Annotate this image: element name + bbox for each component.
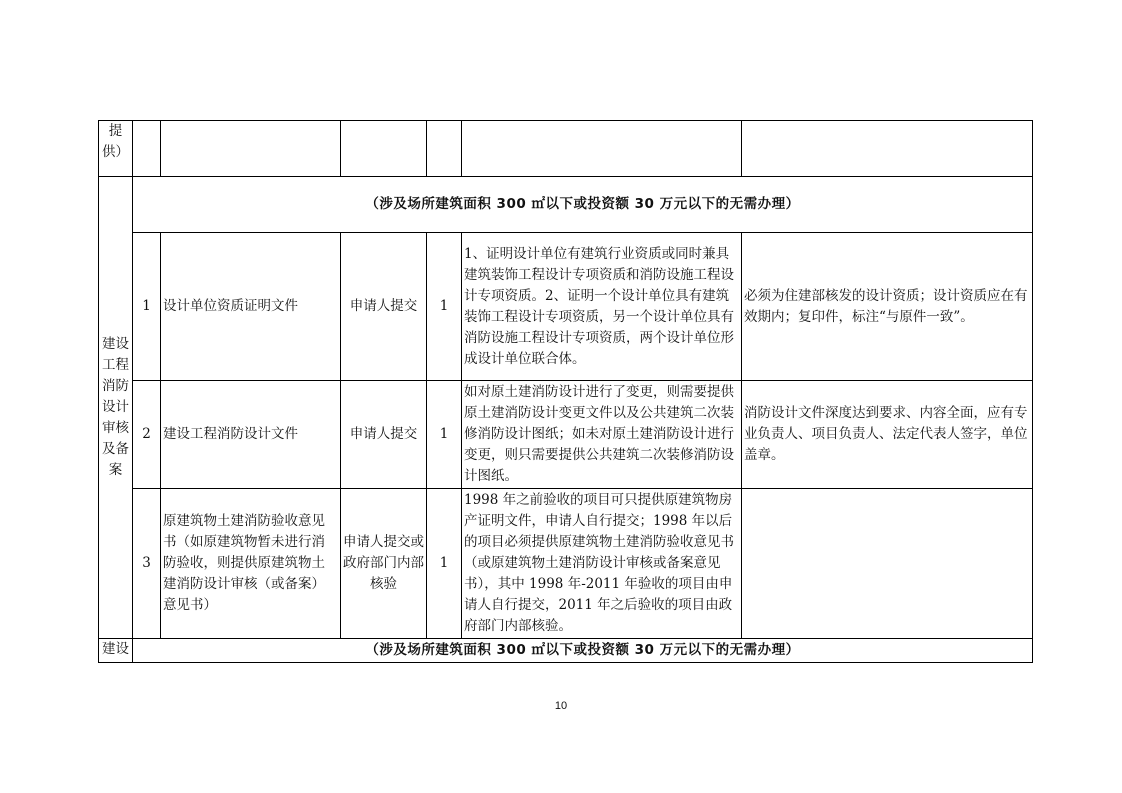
material-name: 设计单位资质证明文件 <box>161 233 341 381</box>
material-requirements <box>742 489 1033 639</box>
row-number: 1 <box>133 233 161 381</box>
table-row <box>99 489 1033 639</box>
material-source: 申请人提交或政府部门内部核验 <box>341 489 427 639</box>
copies: 1 <box>427 233 462 381</box>
materials-table <box>98 120 1033 663</box>
copies: 1 <box>427 381 462 489</box>
row-number: 3 <box>133 489 161 639</box>
table-row <box>99 381 1033 489</box>
copies: 1 <box>427 489 462 639</box>
table-row <box>99 233 1033 381</box>
material-description: 1998 年之前验收的项目可只提供原建筑物房产证明文件，申请人自行提交；1998 年以后的项目必须提供原建筑物土建消防验收意见书（或原建筑物土建消防设计审核或备案意见书），其中 1998 年-2011 年验收的项目由申请人自行提交，2011 年之后验收的项目由政府部门内部核验。 <box>462 489 742 639</box>
notice-text: （涉及场所建筑面积 300 ㎡以下或投资额 30 万元以下的无需办理） <box>133 639 1033 663</box>
notice-text: （涉及场所建筑面积 300 ㎡以下或投资额 30 万元以下的无需办理） <box>133 177 1033 233</box>
material-requirements: 必须为住建部核发的设计资质；设计资质应在有效期内；复印件，标注“与原件一致”。 <box>742 233 1033 381</box>
material-source: 申请人提交 <box>341 233 427 381</box>
material-description: 1、证明设计单位有建筑行业资质或同时兼具建筑装饰工程设计专项资质和消防设施工程设计专项资质。2、证明一个设计单位具有建筑装饰工程设计专项资质，另一个设计单位具有消防设施工程设计专项资质，两个设计单位形成设计单位联合体。 <box>462 233 742 381</box>
category-cell: 建设工程消防设计审核及备案 <box>99 177 133 639</box>
category-cell-bottom: 建设 <box>99 639 133 663</box>
material-description: 如对原土建消防设计进行了变更，则需要提供原土建消防设计变更文件以及公共建筑二次装修消防设计图纸；如未对原土建消防设计进行变更，则只需要提供公共建筑二次装修消防设计图纸。 <box>462 381 742 489</box>
notice-row <box>99 177 1033 233</box>
notice-row <box>99 639 1033 663</box>
material-source: 申请人提交 <box>341 381 427 489</box>
row-number: 2 <box>133 381 161 489</box>
material-requirements: 消防设计文件深度达到要求、内容全面，应有专业负责人、项目负责人、法定代表人签字，单位盖章。 <box>742 381 1033 489</box>
page-number: 10 <box>554 700 568 712</box>
table-row <box>99 121 1033 177</box>
category-cell-top: 提供） <box>99 121 133 177</box>
material-name: 原建筑物土建消防验收意见书（如原建筑物暂未进行消防验收，则提供原建筑物土建消防设计审核（或备案）意见书） <box>161 489 341 639</box>
material-name: 建设工程消防设计文件 <box>161 381 341 489</box>
